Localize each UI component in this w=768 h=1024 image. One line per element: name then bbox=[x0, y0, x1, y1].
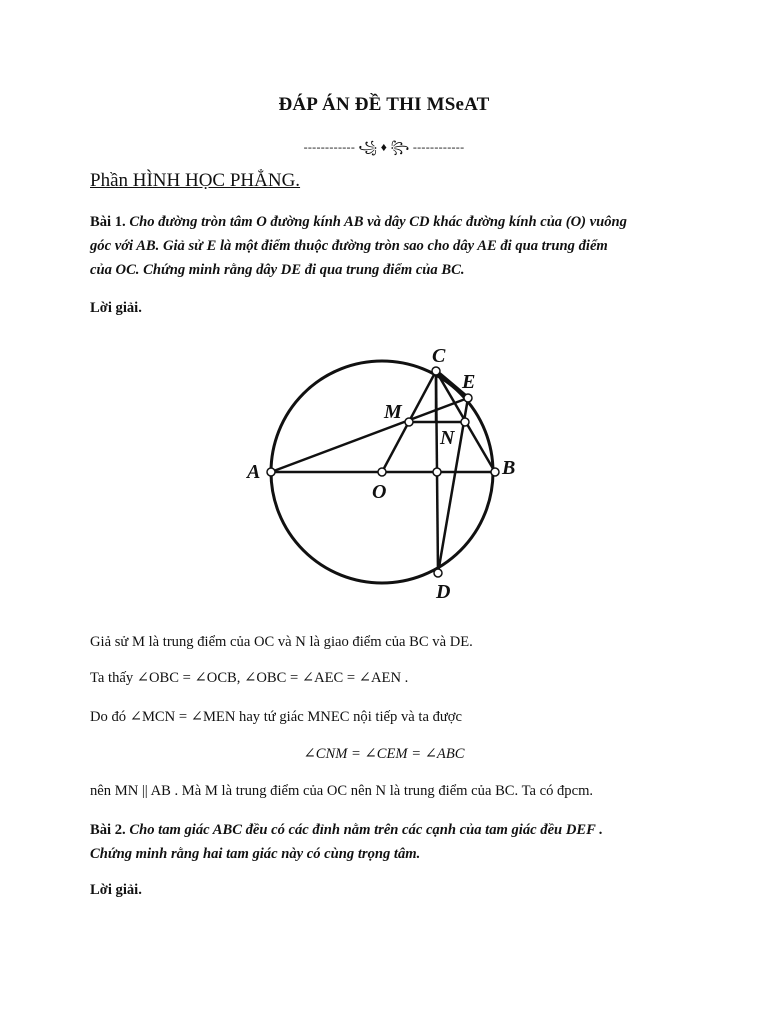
section-heading: Phần HÌNH HỌC PHẲNG. bbox=[90, 170, 301, 191]
point-n bbox=[461, 418, 469, 426]
label-a: A bbox=[247, 461, 261, 483]
label-b: B bbox=[502, 457, 516, 479]
page-title: ĐÁP ÁN ĐỀ THI MSeAT bbox=[278, 94, 490, 115]
point-foot-h bbox=[433, 468, 441, 476]
label-n: N bbox=[440, 427, 455, 449]
problem-1-line-2: góc với AB. Giả sử E là một điểm thuộc đường tròn sao cho dây AE đi qua trung điểm bbox=[90, 238, 608, 254]
point-d bbox=[434, 569, 442, 577]
geometry-figure bbox=[240, 340, 530, 610]
point-m bbox=[405, 418, 413, 426]
problem-2-line-2: Chứng minh rằng hai tam giác này có cùng trọng tâm. bbox=[90, 846, 421, 862]
point-e bbox=[464, 394, 472, 402]
point-c bbox=[432, 367, 440, 375]
point-o bbox=[378, 468, 386, 476]
point-a bbox=[267, 468, 275, 476]
problem-1-line-3: của OC. Chứng minh rằng dây DE đi qua trung điểm của BC. bbox=[90, 262, 465, 278]
ornament-divider: ------------ ꧁ ♦ ꧂ ------------ bbox=[303, 140, 465, 154]
label-e: E bbox=[462, 371, 476, 393]
problem-1-label: Bài 1. bbox=[90, 214, 126, 230]
problem-2-line-1: Cho tam giác ABC đều có các đỉnh nằm trên các cạnh của tam giác đều DEF . bbox=[129, 822, 603, 838]
solution-1-equation: ∠CNM = ∠CEM = ∠ABC bbox=[303, 746, 465, 762]
problem-1-line-1: Cho đường tròn tâm O đường kính AB và dây CD khác đường kính của (O) vuông bbox=[129, 214, 627, 230]
solution-label-1: Lời giải. bbox=[90, 300, 142, 316]
problem-2 bbox=[90, 818, 690, 866]
problem-2-label: Bài 2. bbox=[90, 822, 126, 838]
solution-1-line-5: nên MN || AB . Mà M là trung điểm của OC nên N là trung điểm của BC. Ta có đpcm. bbox=[90, 783, 594, 799]
label-d: D bbox=[436, 581, 451, 603]
chord-ae bbox=[271, 398, 468, 472]
problem-1 bbox=[90, 210, 690, 282]
point-b bbox=[491, 468, 499, 476]
solution-1-line-2: Ta thấy ∠OBC = ∠OCB, ∠OBC = ∠AEC = ∠AEN . bbox=[90, 670, 409, 686]
solution-1-line-3: Do đó ∠MCN = ∠MEN hay tứ giác MNEC nội tiếp và ta được bbox=[90, 709, 462, 725]
label-o: O bbox=[372, 481, 387, 503]
solution-1-line-1: Giả sử M là trung điểm của OC và N là giao điểm của BC và DE. bbox=[90, 634, 473, 650]
label-m: M bbox=[384, 401, 402, 423]
label-c: C bbox=[432, 345, 446, 367]
solution-label-2: Lời giải. bbox=[90, 882, 142, 898]
